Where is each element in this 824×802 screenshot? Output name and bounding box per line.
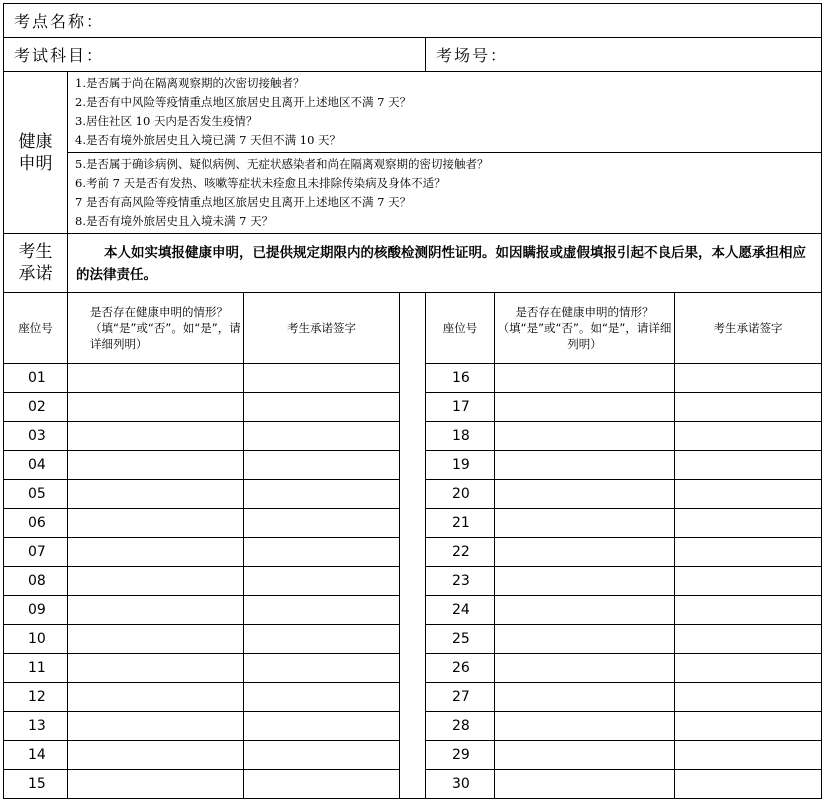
health-question: 6.考前 7 天是否有发热、咳嗽等症状未痊愈且未排除传染病及身体不适？ bbox=[75, 176, 446, 190]
health-question: 7 是否有高风险等疫情重点地区旅居史且离开上述地区不满 7 天？ bbox=[75, 195, 412, 209]
health-label-line2: 申明 bbox=[18, 153, 53, 174]
seat-number: 28 bbox=[426, 712, 495, 741]
health-status-cell[interactable] bbox=[68, 509, 244, 538]
seat-number: 23 bbox=[426, 567, 495, 596]
pledge-label-line2: 承诺 bbox=[18, 264, 53, 284]
exam-subject-label: 考试科目： bbox=[14, 46, 105, 65]
health-status-cell[interactable] bbox=[68, 538, 244, 567]
health-status-cell[interactable] bbox=[68, 712, 244, 741]
signature-cell[interactable] bbox=[244, 509, 400, 538]
seat-number: 06 bbox=[4, 509, 68, 538]
signature-cell[interactable] bbox=[675, 480, 822, 509]
signature-cell[interactable] bbox=[244, 393, 400, 422]
seat-number: 14 bbox=[4, 741, 68, 770]
signature-cell[interactable] bbox=[675, 567, 822, 596]
health-status-cell[interactable] bbox=[68, 683, 244, 712]
signature-cell[interactable] bbox=[675, 393, 822, 422]
health-status-cell[interactable] bbox=[68, 770, 244, 799]
seat-number: 16 bbox=[426, 364, 495, 393]
signature-cell[interactable] bbox=[244, 538, 400, 567]
health-status-cell[interactable] bbox=[68, 741, 244, 770]
health-label-line1: 健康 bbox=[18, 131, 53, 152]
seat-column-header: 座位号 bbox=[426, 293, 495, 364]
health-status-cell[interactable] bbox=[495, 480, 675, 509]
signature-cell[interactable] bbox=[675, 741, 822, 770]
health-question: 5.是否属于确诊病例、疑似病例、无症状感染者和尚在隔离观察期的密切接触者？ bbox=[75, 157, 489, 171]
health-status-column-header: 是否存在健康申明的情形？（填“是”或“否”。如“是”，请详细列明） bbox=[495, 293, 675, 364]
signature-cell[interactable] bbox=[675, 596, 822, 625]
health-status-cell[interactable] bbox=[68, 364, 244, 393]
seat-column-header: 座位号 bbox=[4, 293, 68, 364]
health-status-cell[interactable] bbox=[495, 422, 675, 451]
signature-cell[interactable] bbox=[244, 741, 400, 770]
health-questions-group1 bbox=[68, 72, 822, 153]
health-question: 1.是否属于尚在隔离观察期的次密切接触者？ bbox=[75, 76, 305, 90]
seat-number: 19 bbox=[426, 451, 495, 480]
signature-cell[interactable] bbox=[675, 538, 822, 567]
health-status-cell[interactable] bbox=[68, 393, 244, 422]
health-status-cell[interactable] bbox=[68, 451, 244, 480]
health-status-cell[interactable] bbox=[495, 712, 675, 741]
health-question: 2.是否有中风险等疫情重点地区旅居史且离开上述地区不满 7 天？ bbox=[75, 95, 412, 109]
health-question: 3.居住社区 10 天内是否发生疫情？ bbox=[75, 114, 258, 128]
health-status-cell[interactable] bbox=[495, 654, 675, 683]
exam-site-label: 考点名称： bbox=[14, 12, 105, 31]
health-questions-group2 bbox=[68, 153, 822, 234]
seat-number: 20 bbox=[426, 480, 495, 509]
seat-number: 30 bbox=[426, 770, 495, 799]
health-declaration-label bbox=[4, 72, 68, 234]
seat-number: 08 bbox=[4, 567, 68, 596]
seat-number: 11 bbox=[4, 654, 68, 683]
seat-number: 27 bbox=[426, 683, 495, 712]
seat-number: 05 bbox=[4, 480, 68, 509]
health-status-cell[interactable] bbox=[495, 770, 675, 799]
pledge-text: 本人如实填报健康申明，已提供规定期限内的核酸检测阴性证明。如因瞒报或虚假填报引起不良后果，本人愿承担相应的法律责任。 bbox=[68, 234, 822, 293]
seat-number: 15 bbox=[4, 770, 68, 799]
signature-cell[interactable] bbox=[244, 712, 400, 741]
health-status-cell[interactable] bbox=[495, 683, 675, 712]
health-status-column-header: 是否存在健康申明的情形？（填“是”或“否”。如“是”，请详细列明） bbox=[68, 293, 244, 364]
signature-cell[interactable] bbox=[675, 654, 822, 683]
signature-cell[interactable] bbox=[675, 770, 822, 799]
health-question: 8.是否有境外旅居史且入境未满 7 天？ bbox=[75, 214, 274, 228]
form-table bbox=[3, 3, 822, 799]
seat-number: 02 bbox=[4, 393, 68, 422]
signature-cell[interactable] bbox=[675, 422, 822, 451]
pledge-label bbox=[4, 234, 68, 293]
signature-cell[interactable] bbox=[244, 364, 400, 393]
exam-subject-field[interactable] bbox=[4, 38, 426, 72]
health-status-cell[interactable] bbox=[495, 538, 675, 567]
signature-cell[interactable] bbox=[244, 596, 400, 625]
exam-room-field[interactable] bbox=[426, 38, 822, 72]
exam-room-label: 考场号： bbox=[436, 46, 509, 65]
health-status-cell[interactable] bbox=[68, 422, 244, 451]
seat-number: 17 bbox=[426, 393, 495, 422]
signature-cell[interactable] bbox=[244, 422, 400, 451]
seat-number: 26 bbox=[426, 654, 495, 683]
health-status-cell[interactable] bbox=[495, 625, 675, 654]
health-status-cell[interactable] bbox=[68, 480, 244, 509]
seat-number: 01 bbox=[4, 364, 68, 393]
health-status-cell[interactable] bbox=[495, 393, 675, 422]
signature-cell[interactable] bbox=[675, 451, 822, 480]
seat-number: 21 bbox=[426, 509, 495, 538]
health-status-cell[interactable] bbox=[68, 654, 244, 683]
column-gap bbox=[400, 293, 426, 799]
signature-column-header: 考生承诺签字 bbox=[244, 293, 400, 364]
exam-site-field[interactable] bbox=[4, 4, 822, 38]
seat-number: 18 bbox=[426, 422, 495, 451]
signature-cell[interactable] bbox=[244, 625, 400, 654]
health-status-cell[interactable] bbox=[68, 596, 244, 625]
signature-cell[interactable] bbox=[244, 770, 400, 799]
health-status-cell[interactable] bbox=[495, 451, 675, 480]
seat-number: 13 bbox=[4, 712, 68, 741]
signature-cell[interactable] bbox=[675, 509, 822, 538]
health-status-cell[interactable] bbox=[495, 741, 675, 770]
signature-cell[interactable] bbox=[675, 712, 822, 741]
health-status-cell[interactable] bbox=[68, 625, 244, 654]
seat-number: 22 bbox=[426, 538, 495, 567]
health-question: 4.是否有境外旅居史且入境已满 7 天但不满 10 天？ bbox=[75, 133, 342, 147]
health-status-cell[interactable] bbox=[495, 364, 675, 393]
health-status-cell[interactable] bbox=[495, 567, 675, 596]
seat-number: 29 bbox=[426, 741, 495, 770]
seat-number: 10 bbox=[4, 625, 68, 654]
signature-cell[interactable] bbox=[675, 364, 822, 393]
seat-number: 04 bbox=[4, 451, 68, 480]
signature-cell[interactable] bbox=[244, 451, 400, 480]
signature-column-header: 考生承诺签字 bbox=[675, 293, 822, 364]
signature-cell[interactable] bbox=[244, 567, 400, 596]
health-status-cell[interactable] bbox=[68, 567, 244, 596]
signature-cell[interactable] bbox=[244, 683, 400, 712]
signature-cell[interactable] bbox=[244, 480, 400, 509]
seat-number: 12 bbox=[4, 683, 68, 712]
pledge-label-line1: 考生 bbox=[18, 242, 53, 262]
signature-cell[interactable] bbox=[244, 654, 400, 683]
signature-cell[interactable] bbox=[675, 683, 822, 712]
seat-number: 07 bbox=[4, 538, 68, 567]
signature-cell[interactable] bbox=[675, 625, 822, 654]
seat-number: 03 bbox=[4, 422, 68, 451]
seat-number: 25 bbox=[426, 625, 495, 654]
health-status-cell[interactable] bbox=[495, 596, 675, 625]
seat-number: 24 bbox=[426, 596, 495, 625]
health-status-cell[interactable] bbox=[495, 509, 675, 538]
seat-number: 09 bbox=[4, 596, 68, 625]
